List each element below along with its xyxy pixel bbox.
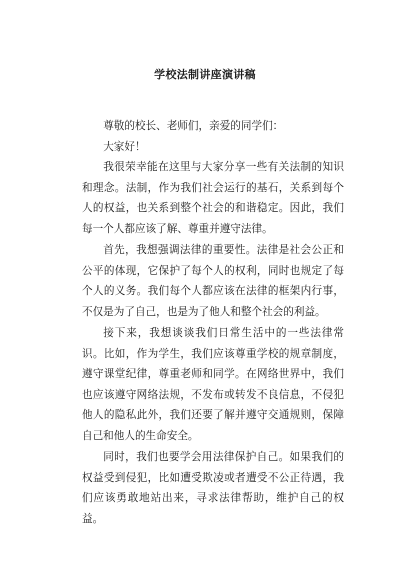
document-title: 学校法制讲座演讲稿 [154, 68, 256, 81]
greeting: 大家好！ [103, 140, 146, 153]
paragraph: 接下来，我想谈谈我们日常生活中的一些法律常识。比如，作为学生，我们应该尊重学校的规章制度，遵守课堂纪律，尊重老师和同学。在网络世界中，我们也应该遵守网络法规，不发布或转发不良信息，不侵犯他人的隐私此外，我们还要了解并遵守交通规则，保障自己和他人的生命安全。 [82, 327, 344, 442]
paragraph: 首先，我想强调法律的重要性。法律是社会公正和公平的体现，它保护了每个人的权利，同时也规定了每个人的义务。我们每个人都应该在法律的框架内行事，不仅是为了自己，也是为了他人和整个社会的利益。 [82, 244, 344, 318]
paragraph: 我很荣幸能在这里与大家分享一些有关法制的知识和理念。法制，作为我们社会运行的基石，关系到每个人的权益，也关系到整个社会的和谐稳定。因此，我们每一个人都应该了解、尊重并遵守法律。 [82, 161, 344, 235]
document-body [82, 116, 344, 529]
salutation: 尊敬的校长、老师们，亲爱的同学们： [103, 120, 284, 132]
paragraph: 同时，我们也要学会用法律保护自己。如果我们的权益受到侵犯，比如遭受欺凌或者遭受不公正待遇，我们应该勇敢地站出来，寻求法律帮助，维护自己的权益。 [82, 451, 344, 525]
